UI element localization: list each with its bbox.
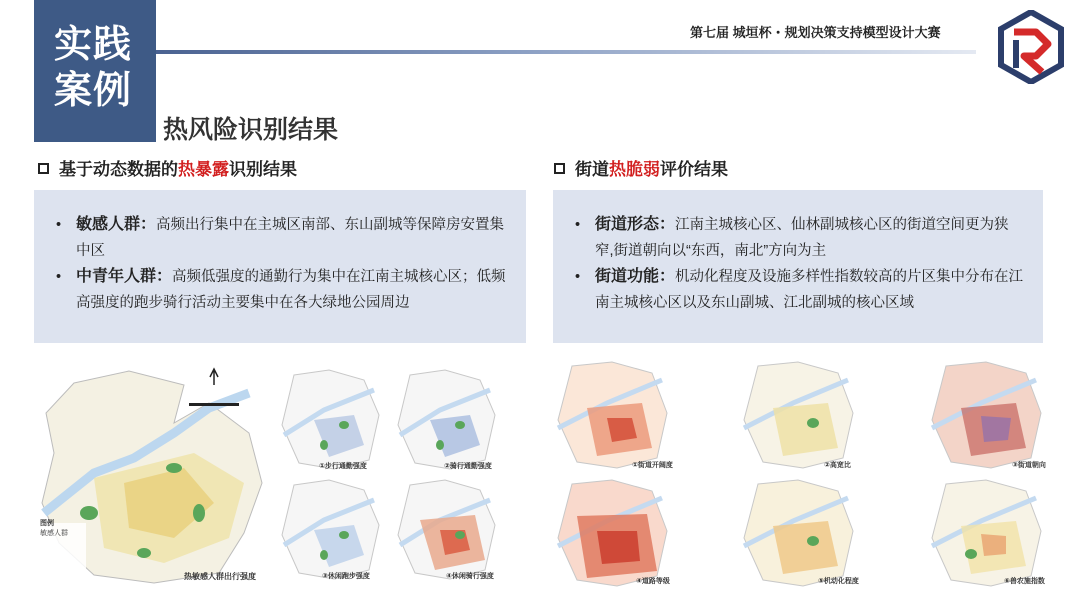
header-divider <box>156 50 976 54</box>
map-caption: ②高宽比 <box>824 462 851 469</box>
list-item <box>573 264 1025 316</box>
map-caption: ①步行通勤强度 <box>319 463 367 470</box>
section-label-line1: 实践 <box>54 24 133 66</box>
left-heading-pre: 基于动态数据的 <box>59 160 178 179</box>
map-caption: ①街道开阔度 <box>632 462 673 469</box>
map-street-openness-image <box>552 358 677 473</box>
right-heading <box>554 155 728 180</box>
right-maps-figure <box>552 358 1072 590</box>
right-summary-panel <box>553 190 1043 343</box>
map-walk-commute-image <box>274 365 389 473</box>
map-caption: ⑥兽农施指数 <box>1004 578 1045 585</box>
item-title: 街道功能： <box>595 268 676 285</box>
item-text: 江南主城核心区、仙林副城核心区的街道空间更为狭窄,街道朝向以“东西，南北”方向为主 <box>595 217 1009 259</box>
left-heading-post: 识别结果 <box>229 160 297 179</box>
section-block <box>34 0 156 142</box>
item-text: 机动化程度及设施多样性指数较高的片区集中分布在江南主城核心区以及东山副城、江北副城的核心区域 <box>595 269 1024 311</box>
map-bike-commute-image <box>390 365 505 473</box>
main-map-image <box>34 363 284 585</box>
map-caption: ④道路等级 <box>636 578 670 585</box>
main-map-caption: 热敏感人群出行强度 <box>184 572 256 581</box>
list-item <box>54 264 508 316</box>
right-heading-highlight: 热脆弱 <box>609 160 660 179</box>
checkbox-square-icon <box>38 163 49 174</box>
legend-title: 图例 <box>40 520 54 527</box>
page-title: 热风险识别结果 <box>163 116 339 144</box>
list-item <box>573 212 1025 264</box>
map-leisure-run-image <box>274 475 389 583</box>
left-summary-panel <box>34 190 526 343</box>
item-title: 中青年人群： <box>76 268 173 285</box>
competition-logo-icon <box>998 10 1064 84</box>
left-heading-highlight: 热暴露 <box>178 160 229 179</box>
left-heading <box>38 155 297 180</box>
item-text: 高频出行集中在主城区南部、东山副城等保障房安置集中区 <box>76 217 505 259</box>
legend-subtitle: 敏感人群 <box>40 530 68 537</box>
map-motorization-image <box>738 476 863 591</box>
map-caption: ⑤机动化程度 <box>818 578 859 585</box>
checkbox-square-icon <box>554 163 565 174</box>
map-street-orientation-image <box>926 358 1051 473</box>
section-label-line2: 案例 <box>54 70 133 112</box>
competition-title: 第七届 城垣杯・规划决策支持模型设计大赛 <box>690 25 941 40</box>
map-leisure-bike-image <box>390 475 505 583</box>
item-text: 高频低强度的通勤行为集中在江南主城核心区；低频高强度的跑步骑行活动主要集中在各大绿地公园周边 <box>76 269 506 311</box>
map-caption: ②骑行通勤强度 <box>444 463 492 470</box>
map-caption: ③街道朝向 <box>1012 462 1046 469</box>
map-caption: ③休闲跑步强度 <box>322 573 370 580</box>
map-road-grade-image <box>552 476 677 591</box>
right-heading-post: 评价结果 <box>660 160 728 179</box>
map-aspect-ratio-image <box>738 358 863 473</box>
list-item <box>54 212 508 264</box>
map-caption: ④休闲骑行强度 <box>446 573 494 580</box>
left-maps-figure <box>34 363 506 585</box>
item-title: 街道形态： <box>595 216 676 233</box>
item-title: 敏感人群： <box>76 216 157 233</box>
right-heading-pre: 街道 <box>575 160 609 179</box>
map-facility-diversity-image <box>926 476 1051 591</box>
